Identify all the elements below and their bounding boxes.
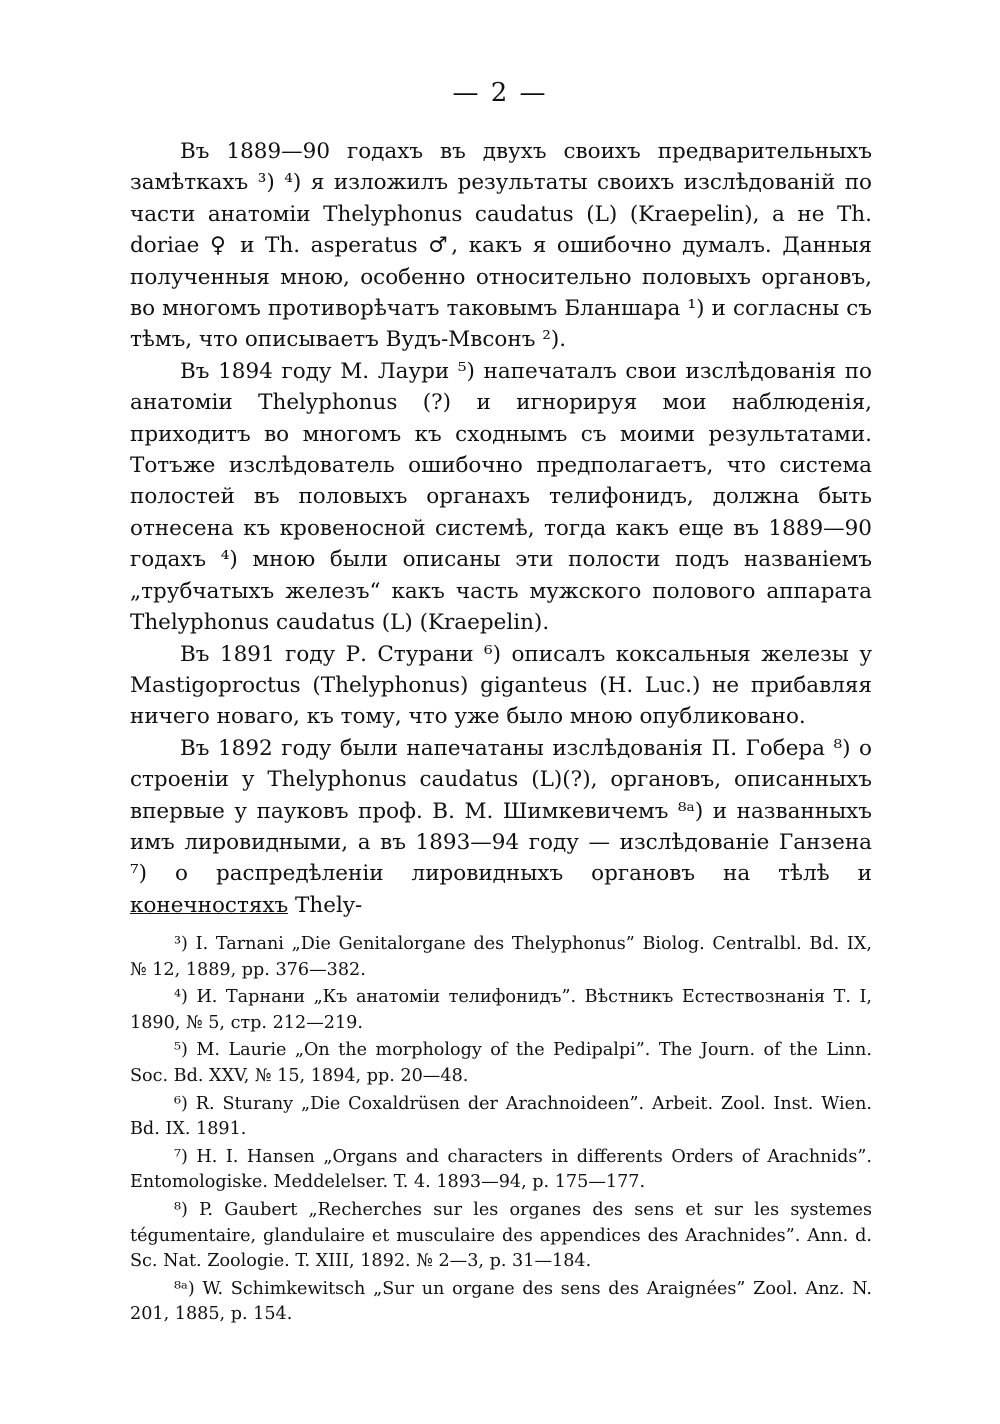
footnote-8: ⁸) P. Gaubert „Recherches sur les organes des sens et sur les systemes tégumentaire, glandulaire et musculaire des appendices des Arachnides”. Ann. d. Sc. Nat. Zoologie. T. XIII, 1892. № 2—3, p. 31—184.	[130, 1199, 872, 1272]
footnote-4: ⁴) И. Тарнани „Къ анатоміи телифонидъ”. Вѣстникъ Естествознанія Т. I, 1890, № 5, стр. 212—219.	[130, 987, 872, 1033]
footnote-7: ⁷) H. I. Hansen „Organs and characters in differents Orders of Arachnids”. Entomologiske. Meddelelser. T. 4. 1893—94, p. 175—177.	[130, 1146, 872, 1193]
paragraph-3: Въ 1891 году Р. Стурани ⁶) описалъ коксальныя железы у Mastigoproctus (Thelyphonus) giganteus (H. Luc.) не прибавляя ничего новаго, къ тому, что уже было мною опубликовано.	[130, 641, 872, 730]
footnote-8a: ⁸ᵃ) W. Schimkewitsch „Sur un organe des sens des Araignées” Zool. Anz. N. 201, 1885, p. 154.	[130, 1278, 872, 1325]
footnotes	[130, 932, 872, 1330]
paragraph-2: Въ 1894 году М. Лаури ⁵) напечаталъ свои изслѣдованія по анатоміи Thelyphonus (?) и игнорируя мои наблюденія, приходитъ во многомъ къ сходнымъ съ моими результатами. Тотъже изслѣдователь ошибочно предполагаетъ, что система полостей въ половыхъ органахъ телифонидъ, должна быть отнесена къ кровеносной системѣ, тогда какъ еще въ 1889—90 годахъ ⁴) мною были описаны эти полости подъ названіемъ „трубчатыхъ железъ“ какъ часть мужского полового аппарата Thelyphonus caudatus (L) (Kraepelin).	[130, 358, 872, 636]
footnote-3: ³) I. Tarnani „Die Genitalorgane des Thelyphonus” Biolog. Centralbl. Bd. IX, № 12, 1889, pp. 376—382.	[130, 934, 872, 980]
footnote-6: ⁶) R. Sturany „Die Coxaldrüsen der Arachnoideen”. Arbeit. Zool. Inst. Wien. Bd. IX. 1891.	[130, 1093, 872, 1140]
body-text	[130, 136, 872, 921]
page-number: — 2 —	[452, 78, 548, 108]
paragraph-4: Въ 1892 году были напечатаны изслѣдованія П. Гобера ⁸) о строеніи у Thelyphonus caudatus (L)(?), органовъ, описанныхъ впервые у пауковъ проф. В. М. Шимкевичемъ ⁸ᵃ) и названныхъ имъ лировидными, а въ 1893—94 году — изслѣдованіе Ганзена ⁷) о распредѣленіи лировидныхъ органовъ на тѣлѣ и конечностяхъ Thely-	[130, 735, 872, 918]
paragraph-1: Въ 1889—90 годахъ въ двухъ своихъ предварительныхъ замѣткахъ ³) ⁴) я изложилъ результаты своихъ изслѣдованій по части анатоміи Thelyphonus caudatus (L) (Kraepelin), а не Th. doriae ♀ и Th. asperatus ♂, какъ я ошибочно думалъ. Данныя полученныя мною, особенно относительно половыхъ органовъ, во многомъ противорѣчатъ таковымъ Бланшара ¹) и согласны съ тѣмъ, что описываетъ Вудъ-Мвсонъ ²).	[130, 139, 872, 353]
footnote-separator	[130, 913, 288, 914]
footnote-5: ⁵) M. Laurie „On the morphology of the Pedipalpi”. The Journ. of the Linn. Soc. Bd. XXV, № 15, 1894, pp. 20—48.	[130, 1040, 872, 1086]
